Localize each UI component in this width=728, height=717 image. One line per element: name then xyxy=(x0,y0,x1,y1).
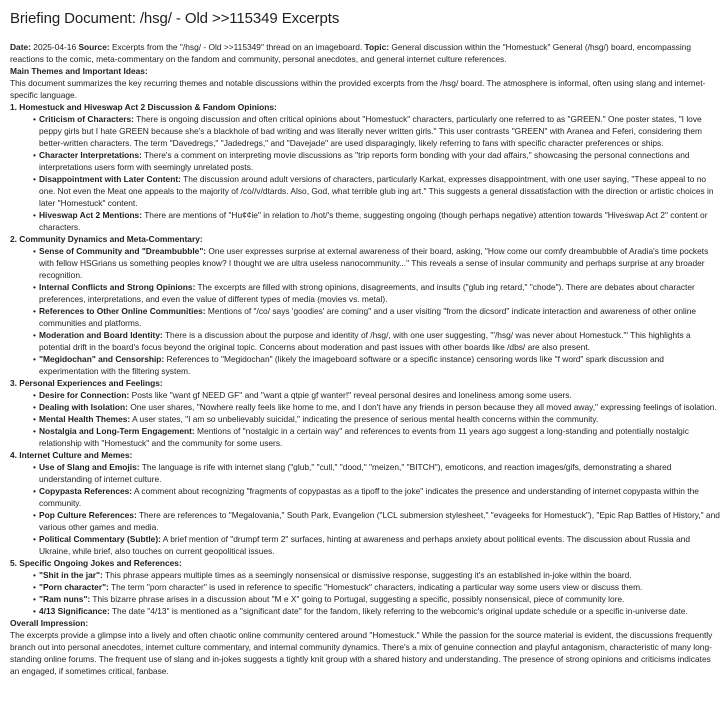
list-item xyxy=(39,401,720,413)
item-text: Mentions of "/co/ says 'goodies' are coming" and a user visiting "from the dicsord" indicate interaction and awareness of other online communities and platforms. xyxy=(39,306,697,328)
item-label: 4/13 Significance: xyxy=(39,606,110,616)
item-text: This bizarre phrase arises in a discussion about "M e X" going to Portugal, suggesting a specific, possibly nonsensical, piece of community lore. xyxy=(90,594,625,604)
section-list xyxy=(10,569,720,617)
section-list xyxy=(10,461,720,557)
item-label: Sense of Community and "Dreambubble": xyxy=(39,246,207,256)
item-label: Pop Culture References: xyxy=(39,510,137,520)
list-item xyxy=(39,461,720,485)
overall-impression-heading: Overall Impression: xyxy=(10,618,89,628)
item-text: The date "4/13" is mentioned as a "significant date" for the fandom, likely referring to the webcomic's original update schedule or a specific in-universe date. xyxy=(109,606,688,616)
item-label: Disappointment with Later Content: xyxy=(39,174,181,184)
section-heading: 4. Internet Culture and Memes: xyxy=(10,450,133,460)
list-item xyxy=(39,245,720,281)
item-label: "Porn character": xyxy=(39,582,109,592)
source-value: Excerpts from the "/hsg/ - Old >>115349" thread on an imageboard. xyxy=(109,42,365,52)
list-item xyxy=(39,605,720,617)
source-label: Source: xyxy=(78,42,110,52)
item-label: "Megidochan" and Censorship: xyxy=(39,354,165,364)
list-item xyxy=(39,209,720,233)
item-text: There is a discussion about the purpose and identity of /hsg/, with one user suggesting, "'/hsg/ was never about Homestuck.'" This highlights a potential drift in the board's focus beyond the original topic. Concerns about moderation and past issues with other boards like /dbs/ are also present. xyxy=(39,330,691,352)
item-text: There are references to "Megalovania," South Park, Evangelion ("LCL submersion stylesheet," "evageeks for Homestuck"), "Epic Rap Battles of History," and various other games and media. xyxy=(39,510,720,532)
item-text: The term "porn character" is used in reference to specific "Homestuck" characters, indicating a particular way some users view or discuss them. xyxy=(108,582,643,592)
item-text: There are mentions of "Hu¢¢ie" in relation to /hot/'s theme, suggesting ongoing (though perhaps negative) attention towards "Hiveswap Act 2" content or characters. xyxy=(39,210,708,232)
list-item xyxy=(39,173,720,209)
list-item xyxy=(39,329,720,353)
list-item xyxy=(39,533,720,557)
section-list xyxy=(10,113,720,233)
list-item xyxy=(39,353,720,377)
list-item xyxy=(39,113,720,149)
list-item xyxy=(39,149,720,173)
item-text: References to "Megidochan" (likely the imageboard software or a specific instance) censoring words like "f word" spark discussion and experimentation with the filtering system. xyxy=(39,354,664,376)
list-item xyxy=(39,509,720,533)
section-heading: 2. Community Dynamics and Meta-Commentary: xyxy=(10,234,203,244)
item-text: A brief mention of "drumpf term 2" surfaces, hinting at awareness and perhaps anxiety about political events. The discussion about Russia and Ukraine, while brief, also touches on current geopolitical issues. xyxy=(39,534,690,556)
list-item xyxy=(39,389,720,401)
item-text: The excerpts are filled with strong opinions, disagreements, and insults ("glub ing retard," "chode"). There are debates about character preferences, interpretations, and even the value of different types of media (movies vs. metal). xyxy=(39,282,695,304)
document-title: Briefing Document: /hsg/ - Old >>115349 Excerpts xyxy=(10,10,340,27)
item-label: "Shit in the jar": xyxy=(39,570,103,580)
list-item xyxy=(39,569,720,581)
section-list xyxy=(10,245,720,377)
document-body xyxy=(10,41,720,677)
date-label: Date: xyxy=(10,42,31,52)
intro-paragraph: This document summarizes the key recurring themes and notable discussions within the provided excerpts from the /hsg/ board. The atmosphere is informal, often using slang and internet-specific language. xyxy=(10,78,706,100)
list-item xyxy=(39,581,720,593)
list-item xyxy=(39,425,720,449)
item-text: One user expresses surprise at external awareness of their board, asking, "How come our comfy dreambubble of Aradia's time pockets with fellow HSGrians us something peoples know? I thought we are ultra useless nanocommunity..." This reveals a sense of insular community and perhaps surprise at any broader recognition. xyxy=(39,246,709,280)
item-label: Mental Health Themes: xyxy=(39,414,131,424)
item-label: "Ram nuns": xyxy=(39,594,91,604)
meta-paragraph xyxy=(10,41,720,65)
section-heading: 3. Personal Experiences and Feelings: xyxy=(10,378,163,388)
item-label: Political Commentary (Subtle): xyxy=(39,534,161,544)
item-label: Criticism of Characters: xyxy=(39,114,134,124)
topic-value: General discussion within the "Homestuck" General (/hsg/) board, encompassing reactions to the comic, meta-commentary on the fandom and community, personal anecdotes, and general internet culture references. xyxy=(10,42,692,64)
list-item xyxy=(39,281,720,305)
list-item xyxy=(39,593,720,605)
item-text: The language is rife with internet slang ("glub," "cull," "dood," "meizen," "BITCH"), emoticons, and reaction images/gifs, demonstrating a shared understanding of internet culture. xyxy=(39,462,672,484)
overall-impression-paragraph: The excerpts provide a glimpse into a lively and often chaotic online community centered around "Homestuck." While the passion for the source material is evident, the discussions frequently branch out into personal anecdotes, internet culture commentary, and internal community dynamics. There's a mix of genuine connection and playful antagonism, characteristic of many long-standing online forums. The frequent use of slang and in-jokes suggests a tightly knit group with a shared history and understanding. The presence of strong opinions and criticisms indicates an engaged, if sometimes critical, fanbase. xyxy=(10,630,713,676)
item-text: There's a comment on interpreting movie discussions as "trip reports form bonding with your dad affairs," showcasing the personal connections and interpretations users form with seemingly unrelated posts. xyxy=(39,150,690,172)
item-label: Dealing with Isolation: xyxy=(39,402,128,412)
item-text: A comment about recognizing "fragments of copypastas as a tipoff to the joke" indicates the presence and understanding of internet copypasta within the community. xyxy=(39,486,699,508)
list-item xyxy=(39,305,720,329)
item-label: Use of Slang and Emojis: xyxy=(39,462,140,472)
item-label: References to Other Online Communities: xyxy=(39,306,206,316)
item-text: There is ongoing discussion and often critical opinions about "Homestuck" characters, particularly one referred to as "GREEN." One poster states, "I love peppy girls but I hate GREEN because she's a blackhole of bad writing and was literally never written girls." This user contrasts "GREEN" with Aranea and Feferi, considering them better-written characters. The term "Davedregs," "Jadedregs," and "Davejade" are used disparagingly, likely referring to fans with specific character preferences or ships. xyxy=(39,114,702,148)
topic-label: Topic: xyxy=(364,42,390,52)
section-heading: 1. Homestuck and Hiveswap Act 2 Discussion & Fandom Opinions: xyxy=(10,102,277,112)
item-text: This phrase appears multiple times as a seemingly nonsensical or dismissive response, suggesting it's an established in-joke within the board. xyxy=(102,570,632,580)
list-item xyxy=(39,485,720,509)
item-label: Nostalgia and Long-Term Engagement: xyxy=(39,426,195,436)
list-item xyxy=(39,413,720,425)
item-label: Internal Conflicts and Strong Opinions: xyxy=(39,282,196,292)
item-label: Hiveswap Act 2 Mentions: xyxy=(39,210,143,220)
item-text: Posts like "want gf NEED GF" and "want a qtpie gf wanter!" reveal personal desires and loneliness among some users. xyxy=(129,390,572,400)
item-label: Moderation and Board Identity: xyxy=(39,330,163,340)
item-text: Mentions of "nostalgic in a certain way" and references to events from 11 years ago suggest a long-standing and potentially nostalgic relationship with "Homestuck" and the community for some users. xyxy=(39,426,689,448)
section-heading: 5. Specific Ongoing Jokes and References: xyxy=(10,558,182,568)
item-text: The discussion around adult versions of characters, particularly Karkat, expresses disappointment, with one user saying, "These appeal to no one. Not even the Meat one appeals to the majority of /co//v/dtards. Also, God, what terrible glub ing art." This suggests a general dissatisfaction with the direction or artistic choices in later "Homestuck" content. xyxy=(39,174,714,208)
item-text: One user shares, "Nowhere really feels like home to me, and I don't have any friends in person because they all moved away," expressing feelings of isolation. xyxy=(127,402,717,412)
item-label: Character Interpretations: xyxy=(39,150,142,160)
main-themes-heading: Main Themes and Important Ideas: xyxy=(10,66,148,76)
date-value: 2025-04-16 xyxy=(30,42,79,52)
section-list xyxy=(10,389,720,449)
item-label: Desire for Connection: xyxy=(39,390,130,400)
item-text: A user states, "I am so unbelievably suicidal," indicating the presence of serious mental health concerns within the community. xyxy=(130,414,599,424)
item-label: Copypasta References: xyxy=(39,486,133,496)
